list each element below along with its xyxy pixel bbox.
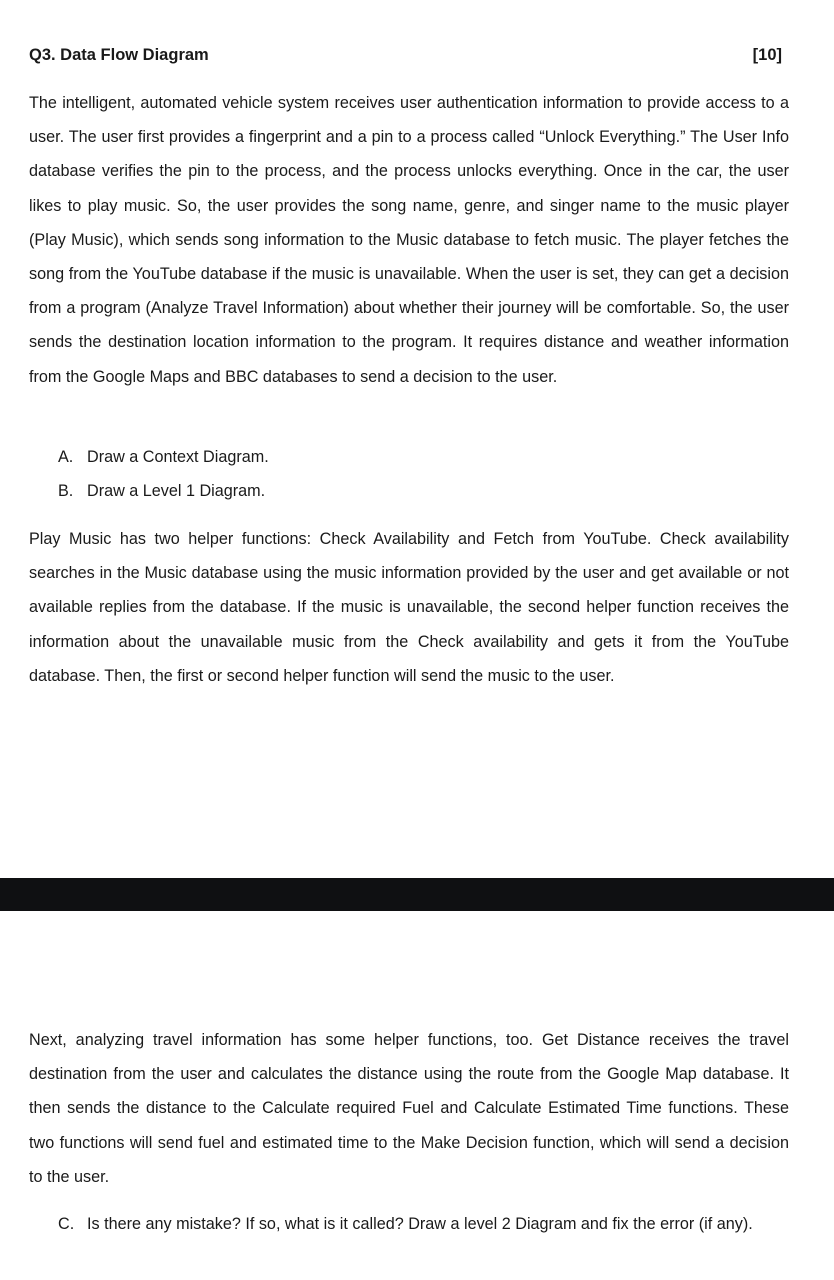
intro-paragraph: The intelligent, automated vehicle system receives user authentication information to provide access to a user. The user first provides a fingerprint and a pin to a process called “Unlock Everything.” The User Info database verifies the pin to the process, and the process unlocks everything. Once in the car, the user likes to play music. So, the user provides the song name, genre, and singer name to the music player (Play Music), which sends song information to the Music database to fetch music. The player fetches the song from the YouTube database if the music is unavailable. When the user is set, they can get a decision from a program (Analyze Travel Information) about whether their journey will be comfortable. So, the user sends the destination location information to the program. It requires distance and weather information from the Google Maps and BBC databases to send a decision to the user. bbox=[29, 94, 789, 386]
task-a bbox=[58, 440, 269, 474]
task-a-marker: A. bbox=[58, 448, 74, 466]
task-c-text: Is there any mistake? If so, what is it called? Draw a level 2 Diagram and fix the error (if any). bbox=[87, 1215, 753, 1233]
task-b-marker: B. bbox=[58, 482, 74, 501]
task-c-marker: C. bbox=[58, 1215, 75, 1233]
task-b-text: Draw a Level 1 Diagram. bbox=[87, 482, 266, 501]
task-b bbox=[58, 474, 269, 508]
question-header bbox=[29, 44, 782, 66]
question-title: Q3. Data Flow Diagram bbox=[29, 46, 209, 64]
travel-paragraph: Next, analyzing travel information has some helper functions, too. Get Distance receives the travel destination from the user and calculates the distance using the route from the Google Map database. It then sends the distance to the Calculate required Fuel and Calculate Estimated Time functions. These two functions will send fuel and estimated time to the Make Decision function, which will send a decision to the user. bbox=[29, 1031, 789, 1186]
task-a-text: Draw a Context Diagram. bbox=[87, 448, 269, 466]
question-marks: [10] bbox=[752, 46, 782, 64]
task-list-c bbox=[58, 1207, 753, 1241]
page-separator-band bbox=[0, 878, 834, 911]
task-c bbox=[58, 1207, 753, 1241]
task-list-ab bbox=[58, 440, 269, 508]
play-music-paragraph: Play Music has two helper functions: Check Availability and Fetch from YouTube. Check availability searches in the Music database using the music information provided by the user and get available or not available replies from the database. If the music is unavailable, the second helper function receives the information about the unavailable music from the Check availability and gets it from the YouTube database. Then, the first or second helper function will send the music to the user. bbox=[29, 530, 789, 685]
